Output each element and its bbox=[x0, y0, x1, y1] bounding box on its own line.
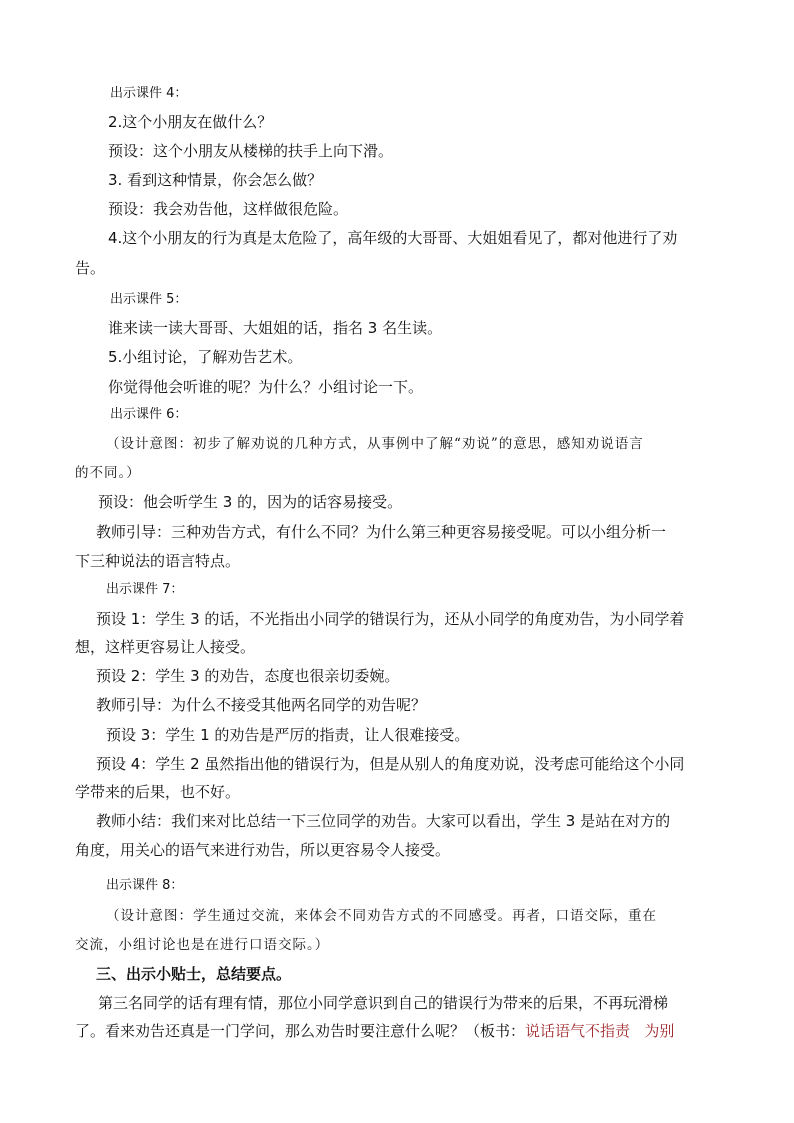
line-text: 预设：这个小朋友从楼梯的扶手上向下滑。 bbox=[108, 142, 394, 160]
line-text: 第三名同学的话有理有情，那位小同学意识到自己的错误行为带来的后果，不再玩滑梯 bbox=[98, 994, 669, 1012]
line-text: 预设：他会听学生 3 的，因为的话容易接受。 bbox=[98, 493, 403, 511]
text-line bbox=[96, 522, 666, 542]
line-text: 出示课件 7： bbox=[106, 582, 184, 597]
line-text: 教师小结：我们来对比总结一下三位同学的劝告。大家可以看出，学生 3 是站在对方的 bbox=[96, 812, 671, 830]
line-text: 教师引导：为什么不接受其他两名同学的劝告呢？ bbox=[96, 696, 427, 714]
text-line bbox=[106, 725, 469, 745]
text-line bbox=[75, 463, 141, 483]
line-text: 你觉得他会听谁的呢？为什么？小组讨论一下。 bbox=[108, 378, 424, 396]
line-text: 教师引导：三种劝告方式，有什么不同？为什么第三种更容易接受呢。可以小组分析一 bbox=[96, 523, 667, 541]
text-line bbox=[96, 695, 426, 715]
line-text: 3. 看到这种情景，你会怎么做？ bbox=[108, 171, 323, 189]
text-line bbox=[108, 112, 272, 132]
text-line bbox=[106, 580, 183, 600]
text-line bbox=[106, 434, 644, 454]
text-line bbox=[106, 876, 183, 896]
line-text: 下三种说法的语言特点。 bbox=[75, 552, 241, 570]
line-text: 出示课件 8： bbox=[106, 878, 184, 893]
line-text: 了。看来劝告还真是一门学问，那么劝告时要注意什么呢？（板书： bbox=[75, 1022, 526, 1040]
board-note: 说话语气不指责 为别 bbox=[525, 1022, 675, 1040]
text-line bbox=[110, 84, 187, 104]
text-line bbox=[108, 377, 423, 397]
line-text: 三、出示小贴士，总结要点。 bbox=[96, 965, 292, 983]
line-text: 出示课件 5： bbox=[110, 292, 188, 307]
line-text: 的不同。） bbox=[75, 465, 141, 481]
text-line bbox=[75, 551, 240, 571]
line-text: 2.这个小朋友在做什么？ bbox=[108, 113, 273, 131]
text-line bbox=[108, 318, 442, 338]
text-line bbox=[110, 405, 187, 425]
line-text: 5.小组讨论，了解劝告艺术。 bbox=[108, 348, 303, 366]
line-text: 预设 2：学生 3 的劝告，态度也很亲切委婉。 bbox=[96, 667, 400, 685]
text-line bbox=[75, 637, 255, 657]
text-line bbox=[98, 993, 668, 1013]
text-line bbox=[96, 609, 684, 629]
text-line bbox=[96, 811, 670, 831]
text-line bbox=[108, 347, 302, 367]
text-line bbox=[75, 1021, 674, 1041]
line-text: 谁来读一读大哥哥、大姐姐的话，指名 3 名生读。 bbox=[108, 319, 443, 337]
text-line bbox=[108, 199, 348, 219]
text-line bbox=[110, 290, 187, 310]
line-text: 出示课件 6： bbox=[110, 407, 188, 422]
text-line bbox=[98, 492, 402, 512]
line-text: 学带来的后果，也不好。 bbox=[75, 783, 241, 801]
line-text: 交流，小组讨论也是在进行口语交际。） bbox=[75, 937, 330, 953]
line-text: 预设 1：学生 3 的话，不光指出小同学的错误行为，还从小同学的角度劝告，为小同学着 bbox=[96, 610, 685, 628]
text-line bbox=[108, 141, 393, 161]
text-line bbox=[96, 754, 684, 774]
line-text: （设计意图：学生通过交流，来体会不同劝告方式的不同感受。再者，口语交际，重在 bbox=[106, 908, 657, 924]
line-text: 预设 4：学生 2 虽然指出他的错误行为，但是从别人的角度劝说，没考虑可能给这个小同 bbox=[96, 755, 685, 773]
text-line bbox=[75, 935, 329, 955]
line-text: 出示课件 4： bbox=[110, 86, 188, 101]
line-text: 想，这样更容易让人接受。 bbox=[75, 638, 256, 656]
text-line bbox=[96, 964, 291, 984]
text-line bbox=[108, 170, 322, 190]
text-line bbox=[108, 228, 677, 248]
line-text: 告。 bbox=[75, 259, 106, 277]
line-text: 角度，用关心的语气来进行劝告，所以更容易令人接受。 bbox=[75, 841, 451, 859]
line-text: 预设 3：学生 1 的劝告是严厉的指责，让人很难接受。 bbox=[106, 726, 470, 744]
text-line bbox=[96, 666, 399, 686]
line-text: （设计意图：初步了解劝说的几种方式，从事例中了解“劝说”的意思，感知劝说语言 bbox=[106, 436, 644, 452]
text-line bbox=[75, 782, 240, 802]
text-line bbox=[75, 840, 450, 860]
text-line bbox=[106, 906, 657, 926]
line-text: 4.这个小朋友的行为真是太危险了，高年级的大哥哥、大姐姐看见了，都对他进行了劝 bbox=[108, 229, 678, 247]
line-text: 预设：我会劝告他，这样做很危险。 bbox=[108, 200, 349, 218]
text-line bbox=[75, 258, 105, 278]
